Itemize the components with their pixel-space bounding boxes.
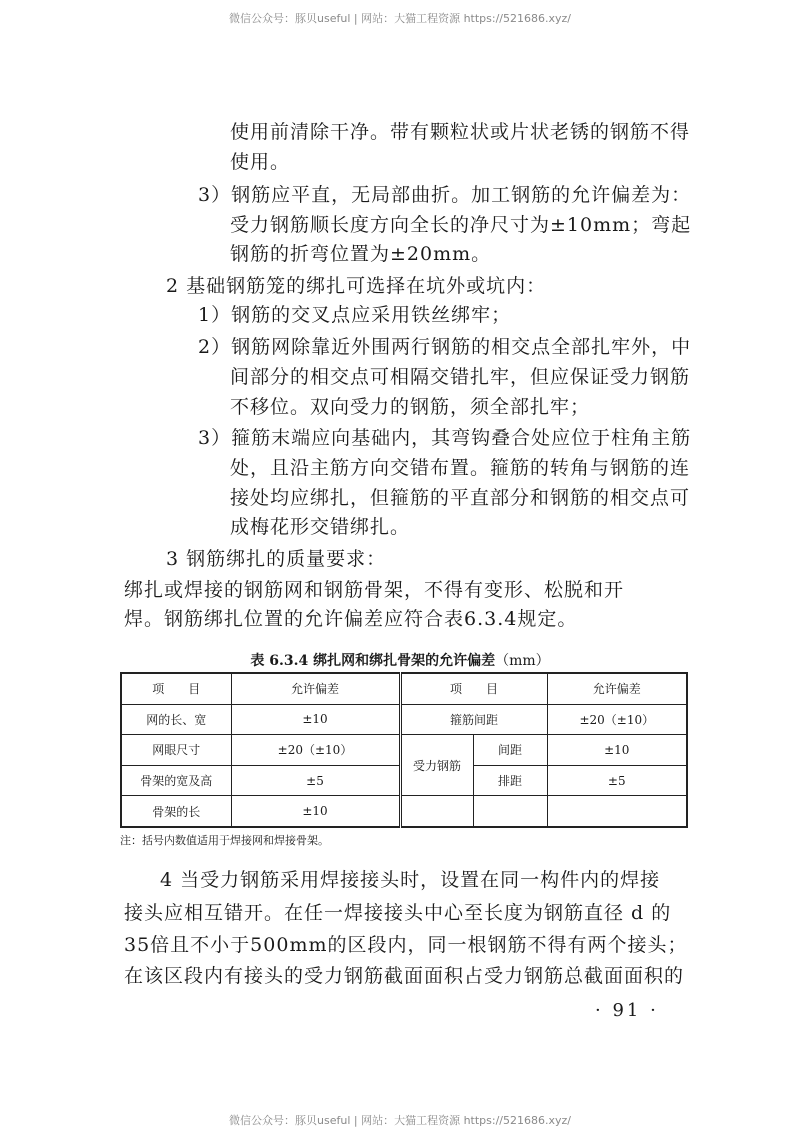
table-cell: ±10 xyxy=(231,704,400,735)
table-cell: ±10 xyxy=(547,735,687,766)
page-number: · 91 · xyxy=(595,1000,659,1021)
section-heading: 2 基础钢筋笼的绑扎可选择在坑外或坑内： xyxy=(166,275,547,297)
text-line: 受力钢筋顺长度方向全长的净尺寸为±10mm；弯起 xyxy=(230,214,692,236)
watermark-bottom: 微信公众号：豚贝useful | 网站：大猫工程资源 https://521686.xyz/ xyxy=(229,1114,571,1127)
table-cell: ±20（±10） xyxy=(231,735,400,766)
table-cell-empty xyxy=(547,796,687,827)
header-cell: 项 目 xyxy=(400,673,547,704)
table-cell-empty xyxy=(400,796,473,827)
table-header-row xyxy=(121,673,687,704)
table-cell: 间距 xyxy=(473,735,547,766)
table-row xyxy=(121,704,687,735)
text-line: 3）钢筋应平直，无局部曲折。加工钢筋的允许偏差为： xyxy=(198,184,692,206)
table-cell: ±5 xyxy=(231,765,400,796)
table-cell: ±10 xyxy=(231,796,400,827)
table-caption xyxy=(0,650,800,670)
section-heading: 3 钢筋绑扎的质量要求： xyxy=(166,548,387,570)
table-caption-unit: （mm） xyxy=(495,653,550,669)
table-caption-title: 表 6.3.4 绑扎网和绑扎骨架的允许偏差 xyxy=(250,653,496,669)
text-line: 3）箍筋末端应向基础内，其弯钩叠合处应位于柱角主筋 xyxy=(198,427,692,449)
text-line: 处，且沿主筋方向交错布置。箍筋的转角与钢筋的连 xyxy=(230,457,691,479)
table-row xyxy=(121,735,687,766)
table-cell: 网的长、宽 xyxy=(121,704,231,735)
text-line: 成梅花形交错绑扎。 xyxy=(230,516,411,538)
text-line: 1）钢筋的交叉点应采用铁丝绑牢； xyxy=(198,304,512,326)
table-cell: 受力钢筋 xyxy=(400,735,473,796)
text-line: 不移位。双向受力的钢筋，须全部扎牢； xyxy=(230,396,591,418)
table-note: 注：括号内数值适用于焊接网和焊接骨架。 xyxy=(120,834,329,847)
header-cell: 项 目 xyxy=(121,673,231,704)
table-cell: 排距 xyxy=(473,765,547,796)
text-line: 使用。 xyxy=(230,151,291,173)
header-cell: 允许偏差 xyxy=(547,673,687,704)
text-line: 使用前清除干净。带有颗粒状或片状老锈的钢筋不得 xyxy=(230,121,691,143)
table-cell: ±20（±10） xyxy=(547,704,687,735)
table-cell: 骨架的长 xyxy=(121,796,231,827)
table-cell: 骨架的宽及高 xyxy=(121,765,231,796)
table-row xyxy=(121,796,687,827)
table-cell: 箍筋间距 xyxy=(400,704,547,735)
header-cell: 允许偏差 xyxy=(231,673,400,704)
tolerance-table xyxy=(120,672,688,828)
table-cell: 网眼尺寸 xyxy=(121,735,231,766)
text-line: 接头应相互错开。在任一焊接接头中心至长度为钢筋直径 d 的 xyxy=(124,902,672,924)
table-cell-empty xyxy=(473,796,547,827)
text-line: 2）钢筋网除靠近外围两行钢筋的相交点全部扎牢外，中 xyxy=(198,336,692,358)
table-cell: ±5 xyxy=(547,765,687,796)
text-line: 35倍且不小于500mm的区段内，同一根钢筋不得有两个接头； xyxy=(124,934,688,956)
text-line: 接处均应绑扎，但箍筋的平直部分和钢筋的相交点可 xyxy=(230,487,691,509)
text-line: 焊。钢筋绑扎位置的允许偏差应符合表6.3.4规定。 xyxy=(124,608,578,630)
text-line: 钢筋的折弯位置为±20mm。 xyxy=(230,243,492,265)
text-line: 绑扎或焊接的钢筋网和钢筋骨架，不得有变形、松脱和开 xyxy=(124,579,625,601)
section-heading: 4 当受力钢筋采用焊接接头时，设置在同一构件内的焊接 xyxy=(160,869,661,891)
watermark-top: 微信公众号：豚贝useful | 网站：大猫工程资源 https://521686.xyz/ xyxy=(229,12,571,25)
text-line: 在该区段内有接头的受力钢筋截面面积占受力钢筋总截面面积的 xyxy=(124,965,685,987)
text-line: 间部分的相交点可相隔交错扎牢，但应保证受力钢筋 xyxy=(230,366,691,388)
